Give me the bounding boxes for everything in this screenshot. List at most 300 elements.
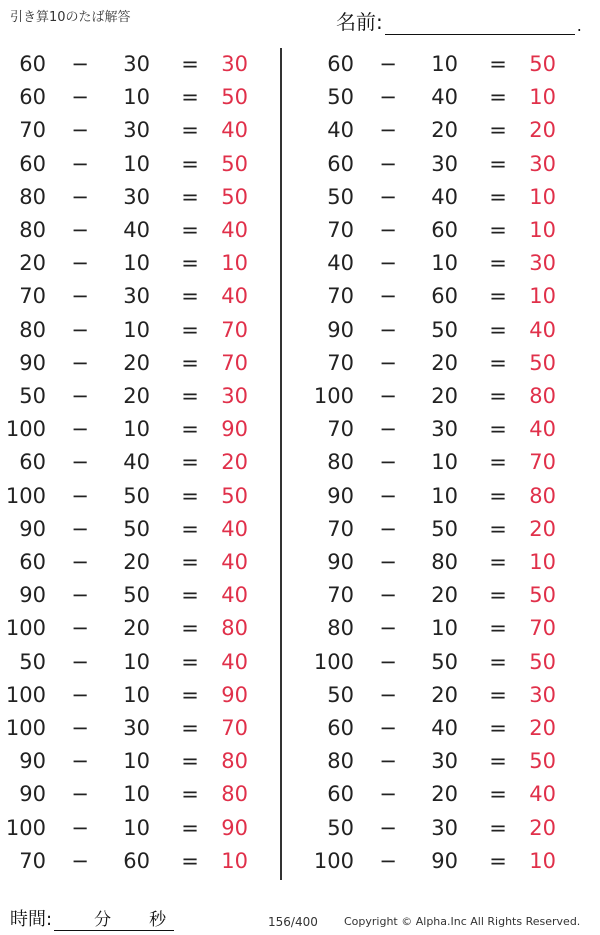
problem-row	[0, 181, 260, 214]
minuend: 70	[327, 218, 354, 242]
problem-row	[0, 546, 260, 579]
subtrahend: 40	[123, 218, 150, 242]
answer: 70	[529, 616, 556, 641]
worksheet-title: 引き算10のたば解答	[10, 10, 131, 25]
problem-row	[0, 247, 260, 280]
problem-row	[0, 214, 260, 247]
equals-sign: =	[181, 483, 199, 508]
minuend: 80	[19, 218, 46, 242]
answer: 80	[221, 782, 248, 807]
minus-sign: −	[71, 52, 89, 76]
minus-sign: −	[379, 815, 397, 840]
problem-row	[308, 214, 568, 247]
answer: 30	[221, 384, 248, 408]
subtrahend: 60	[431, 284, 458, 309]
minus-sign: −	[379, 450, 397, 475]
minuend: 90	[19, 350, 46, 375]
problem-row	[308, 114, 568, 147]
answer: 20	[529, 716, 556, 740]
problem-row	[0, 612, 260, 645]
copyright-text: Copyright © Alpha.Inc All Rights Reserved.	[344, 915, 581, 928]
problem-row	[0, 679, 260, 712]
equals-sign: =	[489, 384, 507, 408]
answer: 50	[529, 350, 556, 375]
problem-row	[0, 314, 260, 347]
minuend: 50	[327, 184, 354, 209]
minus-sign: −	[71, 583, 89, 608]
name-end-dot: .	[576, 16, 582, 35]
subtrahend: 30	[431, 151, 458, 176]
time-field	[10, 905, 174, 931]
equals-sign: =	[181, 118, 199, 143]
subtrahend: 50	[123, 583, 150, 608]
equals-sign: =	[181, 218, 199, 242]
minuend: 50	[327, 815, 354, 840]
answer: 10	[221, 251, 248, 276]
minus-sign: −	[379, 218, 397, 242]
answer: 30	[529, 251, 556, 276]
minus-sign: −	[71, 616, 89, 641]
equals-sign: =	[489, 218, 507, 242]
subtrahend: 30	[431, 417, 458, 442]
minus-sign: −	[71, 782, 89, 807]
minus-sign: −	[71, 483, 89, 508]
answer: 30	[221, 52, 248, 76]
time-blank-line	[54, 910, 174, 931]
minuend: 70	[19, 118, 46, 143]
problem-row	[308, 845, 568, 878]
answer: 90	[221, 417, 248, 442]
minus-sign: −	[71, 815, 89, 840]
minus-sign: −	[379, 350, 397, 375]
subtrahend: 20	[123, 384, 150, 408]
answer: 80	[221, 616, 248, 641]
problem-row	[0, 413, 260, 446]
equals-sign: =	[181, 749, 199, 774]
minuend: 90	[327, 550, 354, 574]
minus-sign: −	[379, 151, 397, 176]
minus-sign: −	[379, 782, 397, 807]
minuend: 50	[19, 384, 46, 408]
minuend: 80	[327, 749, 354, 774]
minuend: 60	[19, 450, 46, 475]
answer: 80	[529, 483, 556, 508]
answer: 70	[221, 317, 248, 342]
minus-sign: −	[379, 384, 397, 408]
equals-sign: =	[489, 616, 507, 641]
subtrahend: 60	[123, 848, 150, 873]
equals-sign: =	[181, 251, 199, 276]
answer: 10	[529, 284, 556, 309]
equals-sign: =	[489, 516, 507, 541]
minus-sign: −	[379, 251, 397, 276]
equals-sign: =	[489, 85, 507, 110]
minus-sign: −	[379, 85, 397, 110]
minus-sign: −	[71, 384, 89, 408]
answer: 20	[529, 516, 556, 541]
problem-row	[0, 81, 260, 114]
answer: 40	[529, 782, 556, 807]
minus-sign: −	[71, 516, 89, 541]
answer: 30	[529, 682, 556, 707]
minus-sign: −	[71, 450, 89, 475]
equals-sign: =	[489, 815, 507, 840]
minuend: 50	[19, 649, 46, 674]
equals-sign: =	[181, 384, 199, 408]
problem-row	[0, 712, 260, 745]
equals-sign: =	[181, 151, 199, 176]
minuend: 50	[327, 682, 354, 707]
subtrahend: 10	[123, 85, 150, 110]
minuend: 90	[19, 749, 46, 774]
equals-sign: =	[181, 450, 199, 475]
name-label: 名前:	[336, 10, 383, 34]
minuend: 100	[5, 616, 46, 641]
problem-row	[308, 679, 568, 712]
subtrahend: 30	[431, 815, 458, 840]
subtrahend: 20	[431, 583, 458, 608]
equals-sign: =	[489, 52, 507, 76]
subtrahend: 20	[123, 350, 150, 375]
subtrahend: 50	[431, 649, 458, 674]
subtrahend: 50	[123, 516, 150, 541]
equals-sign: =	[181, 417, 199, 442]
equals-sign: =	[489, 483, 507, 508]
equals-sign: =	[181, 782, 199, 807]
problem-row	[0, 280, 260, 313]
subtrahend: 10	[123, 782, 150, 807]
minus-sign: −	[379, 317, 397, 342]
subtrahend: 40	[123, 450, 150, 475]
answer: 40	[221, 550, 248, 574]
subtrahend: 30	[123, 184, 150, 209]
answer: 50	[221, 85, 248, 110]
problem-row	[0, 480, 260, 513]
minuend: 40	[327, 251, 354, 276]
subtrahend: 50	[431, 516, 458, 541]
answer: 10	[529, 550, 556, 574]
answer: 40	[221, 516, 248, 541]
subtrahend: 30	[123, 52, 150, 76]
answer: 50	[529, 583, 556, 608]
minus-sign: −	[379, 848, 397, 873]
minuend: 100	[313, 384, 354, 408]
minus-sign: −	[379, 516, 397, 541]
answer: 90	[221, 815, 248, 840]
equals-sign: =	[181, 848, 199, 873]
problem-row	[308, 546, 568, 579]
minus-sign: −	[71, 649, 89, 674]
minus-sign: −	[379, 118, 397, 143]
subtrahend: 20	[431, 350, 458, 375]
minuend: 80	[19, 317, 46, 342]
problem-row	[308, 612, 568, 645]
minus-sign: −	[379, 483, 397, 508]
problem-row	[0, 446, 260, 479]
minus-sign: −	[71, 118, 89, 143]
minuend: 60	[327, 151, 354, 176]
problem-row	[0, 579, 260, 612]
minuend: 70	[327, 516, 354, 541]
minus-sign: −	[71, 550, 89, 574]
problem-row	[0, 380, 260, 413]
subtrahend: 20	[431, 118, 458, 143]
equals-sign: =	[489, 682, 507, 707]
answer: 50	[221, 151, 248, 176]
minus-sign: −	[71, 218, 89, 242]
problem-row	[0, 745, 260, 778]
minuend: 70	[19, 848, 46, 873]
minus-sign: −	[379, 184, 397, 209]
minuend: 40	[327, 118, 354, 143]
answer: 10	[529, 848, 556, 873]
problem-row	[308, 181, 568, 214]
answer: 50	[221, 184, 248, 209]
equals-sign: =	[489, 284, 507, 309]
minuend: 60	[19, 550, 46, 574]
equals-sign: =	[181, 649, 199, 674]
subtrahend: 20	[431, 384, 458, 408]
equals-sign: =	[489, 417, 507, 442]
minuend: 90	[19, 782, 46, 807]
subtrahend: 10	[123, 649, 150, 674]
equals-sign: =	[489, 317, 507, 342]
minuend: 70	[327, 417, 354, 442]
subtrahend: 20	[123, 616, 150, 641]
subtrahend: 20	[431, 682, 458, 707]
minuend: 100	[5, 716, 46, 740]
problem-row	[308, 480, 568, 513]
subtrahend: 50	[123, 483, 150, 508]
subtrahend: 20	[431, 782, 458, 807]
name-blank-line	[385, 16, 575, 35]
minutes-label: 分	[94, 910, 112, 930]
problem-row	[0, 845, 260, 878]
minuend: 90	[327, 317, 354, 342]
answer: 50	[221, 483, 248, 508]
problem-row	[308, 778, 568, 811]
minus-sign: −	[379, 682, 397, 707]
minus-sign: −	[71, 350, 89, 375]
equals-sign: =	[489, 848, 507, 873]
equals-sign: =	[181, 52, 199, 76]
minus-sign: −	[379, 52, 397, 76]
minus-sign: −	[71, 184, 89, 209]
subtrahend: 10	[123, 749, 150, 774]
problem-row	[308, 48, 568, 81]
problem-row	[308, 745, 568, 778]
minuend: 60	[327, 52, 354, 76]
minus-sign: −	[379, 417, 397, 442]
equals-sign: =	[489, 251, 507, 276]
page-number: 156/400	[268, 915, 318, 929]
minuend: 80	[327, 616, 354, 641]
subtrahend: 80	[431, 550, 458, 574]
minuend: 70	[19, 284, 46, 309]
minus-sign: −	[71, 749, 89, 774]
column-divider	[280, 48, 282, 880]
equals-sign: =	[181, 815, 199, 840]
subtrahend: 40	[431, 85, 458, 110]
subtrahend: 10	[123, 251, 150, 276]
minuend: 100	[5, 682, 46, 707]
minuend: 60	[19, 52, 46, 76]
subtrahend: 90	[431, 848, 458, 873]
equals-sign: =	[181, 317, 199, 342]
answer: 10	[529, 85, 556, 110]
equals-sign: =	[489, 716, 507, 740]
problem-row	[0, 778, 260, 811]
subtrahend: 40	[431, 184, 458, 209]
name-field	[336, 6, 582, 35]
problem-row	[308, 247, 568, 280]
subtrahend: 10	[123, 317, 150, 342]
answer: 50	[529, 52, 556, 76]
answer: 40	[221, 583, 248, 608]
answer: 40	[221, 118, 248, 143]
answer: 80	[221, 749, 248, 774]
minuend: 80	[19, 184, 46, 209]
equals-sign: =	[489, 583, 507, 608]
subtrahend: 10	[431, 616, 458, 641]
answer: 10	[529, 184, 556, 209]
answer: 20	[529, 118, 556, 143]
equals-sign: =	[181, 550, 199, 574]
minuend: 60	[327, 716, 354, 740]
subtrahend: 40	[431, 716, 458, 740]
minuend: 90	[19, 516, 46, 541]
answer: 40	[529, 317, 556, 342]
subtrahend: 10	[431, 450, 458, 475]
answer: 10	[529, 218, 556, 242]
subtrahend: 10	[431, 52, 458, 76]
answer: 90	[221, 682, 248, 707]
equals-sign: =	[181, 85, 199, 110]
problem-row	[308, 314, 568, 347]
equals-sign: =	[181, 284, 199, 309]
subtrahend: 30	[123, 716, 150, 740]
minus-sign: −	[71, 317, 89, 342]
answer: 40	[221, 284, 248, 309]
equals-sign: =	[489, 450, 507, 475]
problem-row	[0, 812, 260, 845]
minuend: 80	[327, 450, 354, 475]
answer: 70	[221, 716, 248, 740]
answer: 70	[529, 450, 556, 475]
minus-sign: −	[71, 284, 89, 309]
equals-sign: =	[489, 118, 507, 143]
equals-sign: =	[181, 184, 199, 209]
problem-row	[308, 446, 568, 479]
equals-sign: =	[181, 616, 199, 641]
minus-sign: −	[379, 716, 397, 740]
subtrahend: 30	[431, 749, 458, 774]
minus-sign: −	[71, 682, 89, 707]
minus-sign: −	[379, 649, 397, 674]
equals-sign: =	[489, 749, 507, 774]
equals-sign: =	[489, 151, 507, 176]
answer: 40	[221, 649, 248, 674]
minus-sign: −	[71, 251, 89, 276]
equals-sign: =	[489, 350, 507, 375]
minuend: 50	[327, 85, 354, 110]
subtrahend: 10	[123, 151, 150, 176]
minus-sign: −	[379, 550, 397, 574]
equals-sign: =	[489, 550, 507, 574]
minuend: 90	[19, 583, 46, 608]
answer: 30	[529, 151, 556, 176]
minus-sign: −	[379, 749, 397, 774]
answer: 50	[529, 649, 556, 674]
subtrahend: 10	[431, 483, 458, 508]
subtrahend: 50	[431, 317, 458, 342]
problem-row	[0, 513, 260, 546]
answer: 50	[529, 749, 556, 774]
subtrahend: 10	[123, 815, 150, 840]
minuend: 20	[19, 251, 46, 276]
minuend: 100	[313, 848, 354, 873]
problem-row	[0, 148, 260, 181]
problem-row	[308, 81, 568, 114]
equals-sign: =	[181, 716, 199, 740]
minuend: 90	[327, 483, 354, 508]
answer: 40	[529, 417, 556, 442]
problem-row	[308, 380, 568, 413]
answer: 20	[529, 815, 556, 840]
answer: 40	[221, 218, 248, 242]
time-label: 時間:	[10, 909, 53, 930]
problem-row	[308, 413, 568, 446]
minus-sign: −	[71, 848, 89, 873]
problem-row	[308, 280, 568, 313]
minuend: 100	[5, 483, 46, 508]
problem-row	[308, 513, 568, 546]
answer: 10	[221, 848, 248, 873]
minus-sign: −	[71, 417, 89, 442]
subtrahend: 10	[123, 682, 150, 707]
problem-row	[308, 579, 568, 612]
problem-row	[0, 347, 260, 380]
problem-row	[308, 812, 568, 845]
subtrahend: 60	[431, 218, 458, 242]
minuend: 70	[327, 583, 354, 608]
subtrahend: 30	[123, 284, 150, 309]
minuend: 70	[327, 284, 354, 309]
problem-row	[0, 646, 260, 679]
minuend: 70	[327, 350, 354, 375]
minuend: 60	[19, 151, 46, 176]
problem-row	[0, 48, 260, 81]
minuend: 60	[19, 85, 46, 110]
equals-sign: =	[181, 682, 199, 707]
minus-sign: −	[379, 284, 397, 309]
equals-sign: =	[489, 782, 507, 807]
answer: 20	[221, 450, 248, 475]
problem-row	[308, 646, 568, 679]
problem-row	[308, 712, 568, 745]
subtrahend: 20	[123, 550, 150, 574]
minuend: 100	[5, 815, 46, 840]
equals-sign: =	[489, 184, 507, 209]
answer: 70	[221, 350, 248, 375]
minuend: 100	[5, 417, 46, 442]
equals-sign: =	[181, 516, 199, 541]
minus-sign: −	[379, 583, 397, 608]
minus-sign: −	[379, 616, 397, 641]
seconds-label: 秒	[149, 910, 167, 930]
equals-sign: =	[489, 649, 507, 674]
minuend: 100	[313, 649, 354, 674]
